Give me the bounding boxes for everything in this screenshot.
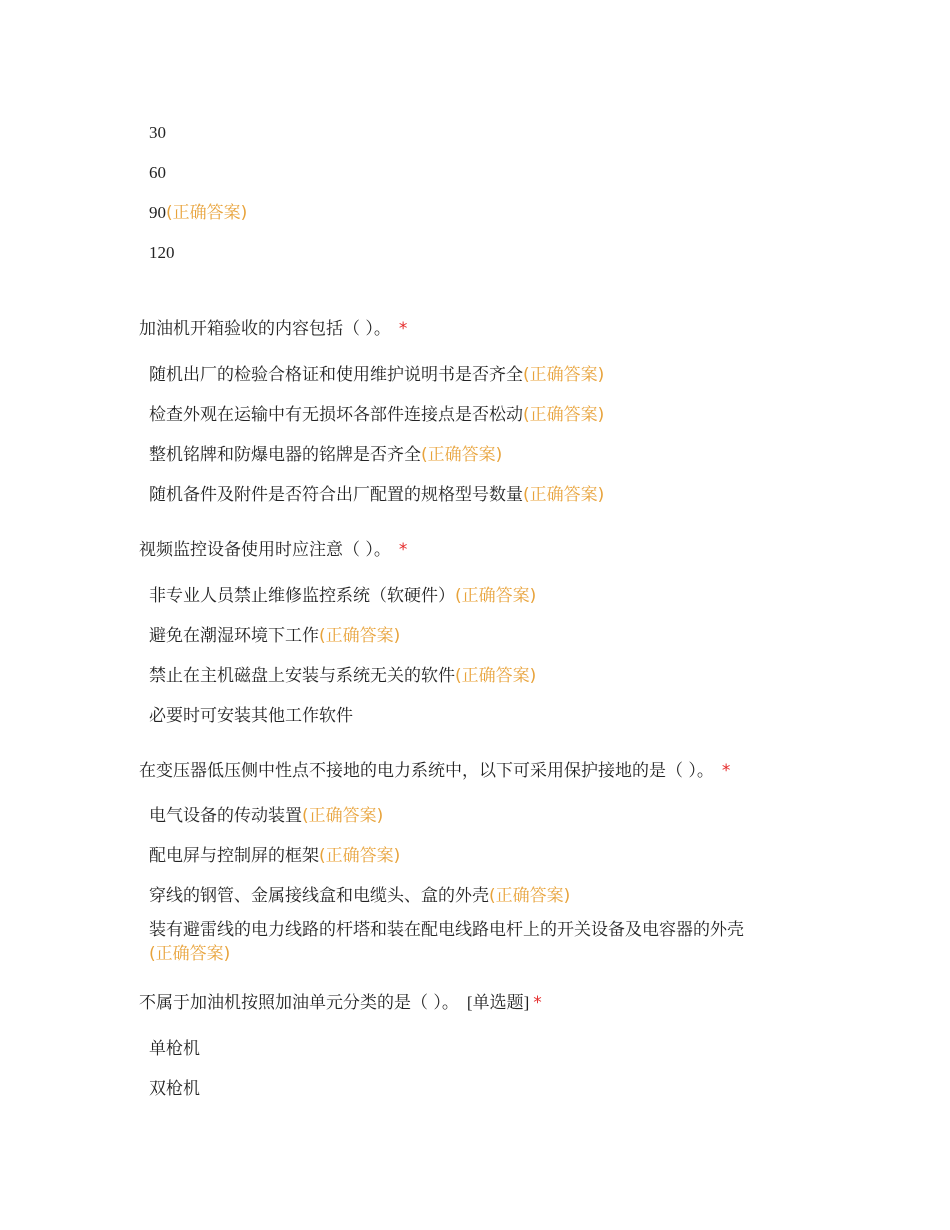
required-mark: * bbox=[533, 993, 542, 1013]
correct-answer-marker: (正确答案) bbox=[523, 365, 605, 385]
option: 30 bbox=[149, 123, 166, 142]
question-title: 加油机开箱验收的内容包括（ ）。 * bbox=[139, 319, 408, 339]
option: 整机铭牌和防爆电器的铭牌是否齐全(正确答案) bbox=[149, 445, 503, 465]
correct-answer-marker: (正确答案) bbox=[421, 445, 503, 465]
option: 禁止在主机磁盘上安装与系统无关的软件(正确答案) bbox=[149, 666, 537, 686]
required-mark: * bbox=[721, 761, 731, 781]
option: 双枪机 bbox=[149, 1079, 200, 1099]
correct-answer-marker: (正确答案) bbox=[455, 586, 537, 606]
correct-answer-marker: (正确答案) bbox=[523, 485, 605, 505]
correct-answer-marker: (正确答案) bbox=[302, 806, 384, 826]
question-title: 不属于加油机按照加油单元分类的是（ ）。 [单选题] * bbox=[139, 993, 542, 1013]
correct-answer-marker: (正确答案) bbox=[455, 666, 537, 686]
option: 非专业人员禁止维修监控系统（软硬件）(正确答案) bbox=[149, 586, 537, 606]
question-title: 视频监控设备使用时应注意（ ）。 * bbox=[139, 540, 408, 560]
question-title: 在变压器低压侧中性点不接地的电力系统中，以下可采用保护接地的是（ ）。 * bbox=[139, 761, 731, 781]
option: 避免在潮湿环境下工作(正确答案) bbox=[149, 626, 401, 646]
option: 穿线的钢管、金属接线盒和电缆头、盒的外壳(正确答案) bbox=[149, 886, 571, 906]
option: 随机出厂的检验合格证和使用维护说明书是否齐全(正确答案) bbox=[149, 365, 605, 385]
required-mark: * bbox=[398, 540, 408, 560]
option: 配电屏与控制屏的框架(正确答案) bbox=[149, 846, 401, 866]
correct-answer-marker: (正确答案) bbox=[319, 626, 401, 646]
option: 单枪机 bbox=[149, 1039, 200, 1059]
question-type-label: [单选题] bbox=[466, 993, 530, 1012]
option: 装有避雷线的电力线路的杆塔和装在配电线路电杆上的开关设备及电容器的外壳 (正确答案) bbox=[149, 920, 744, 964]
correct-answer-marker: (正确答案) bbox=[523, 405, 605, 425]
option: 120 bbox=[149, 243, 175, 262]
option: 检查外观在运输中有无损坏各部件连接点是否松动(正确答案) bbox=[149, 405, 605, 425]
correct-answer-marker: (正确答案) bbox=[319, 846, 401, 866]
option: 必要时可安装其他工作软件 bbox=[149, 706, 353, 726]
option: 90(正确答案) bbox=[149, 203, 248, 223]
correct-answer-marker: (正确答案) bbox=[166, 203, 248, 223]
option: 随机备件及附件是否符合出厂配置的规格型号数量(正确答案) bbox=[149, 485, 605, 505]
correct-answer-marker: (正确答案) bbox=[149, 944, 231, 964]
correct-answer-marker: (正确答案) bbox=[489, 886, 571, 906]
required-mark: * bbox=[398, 319, 408, 339]
option: 电气设备的传动装置(正确答案) bbox=[149, 806, 384, 826]
option: 60 bbox=[149, 163, 166, 182]
